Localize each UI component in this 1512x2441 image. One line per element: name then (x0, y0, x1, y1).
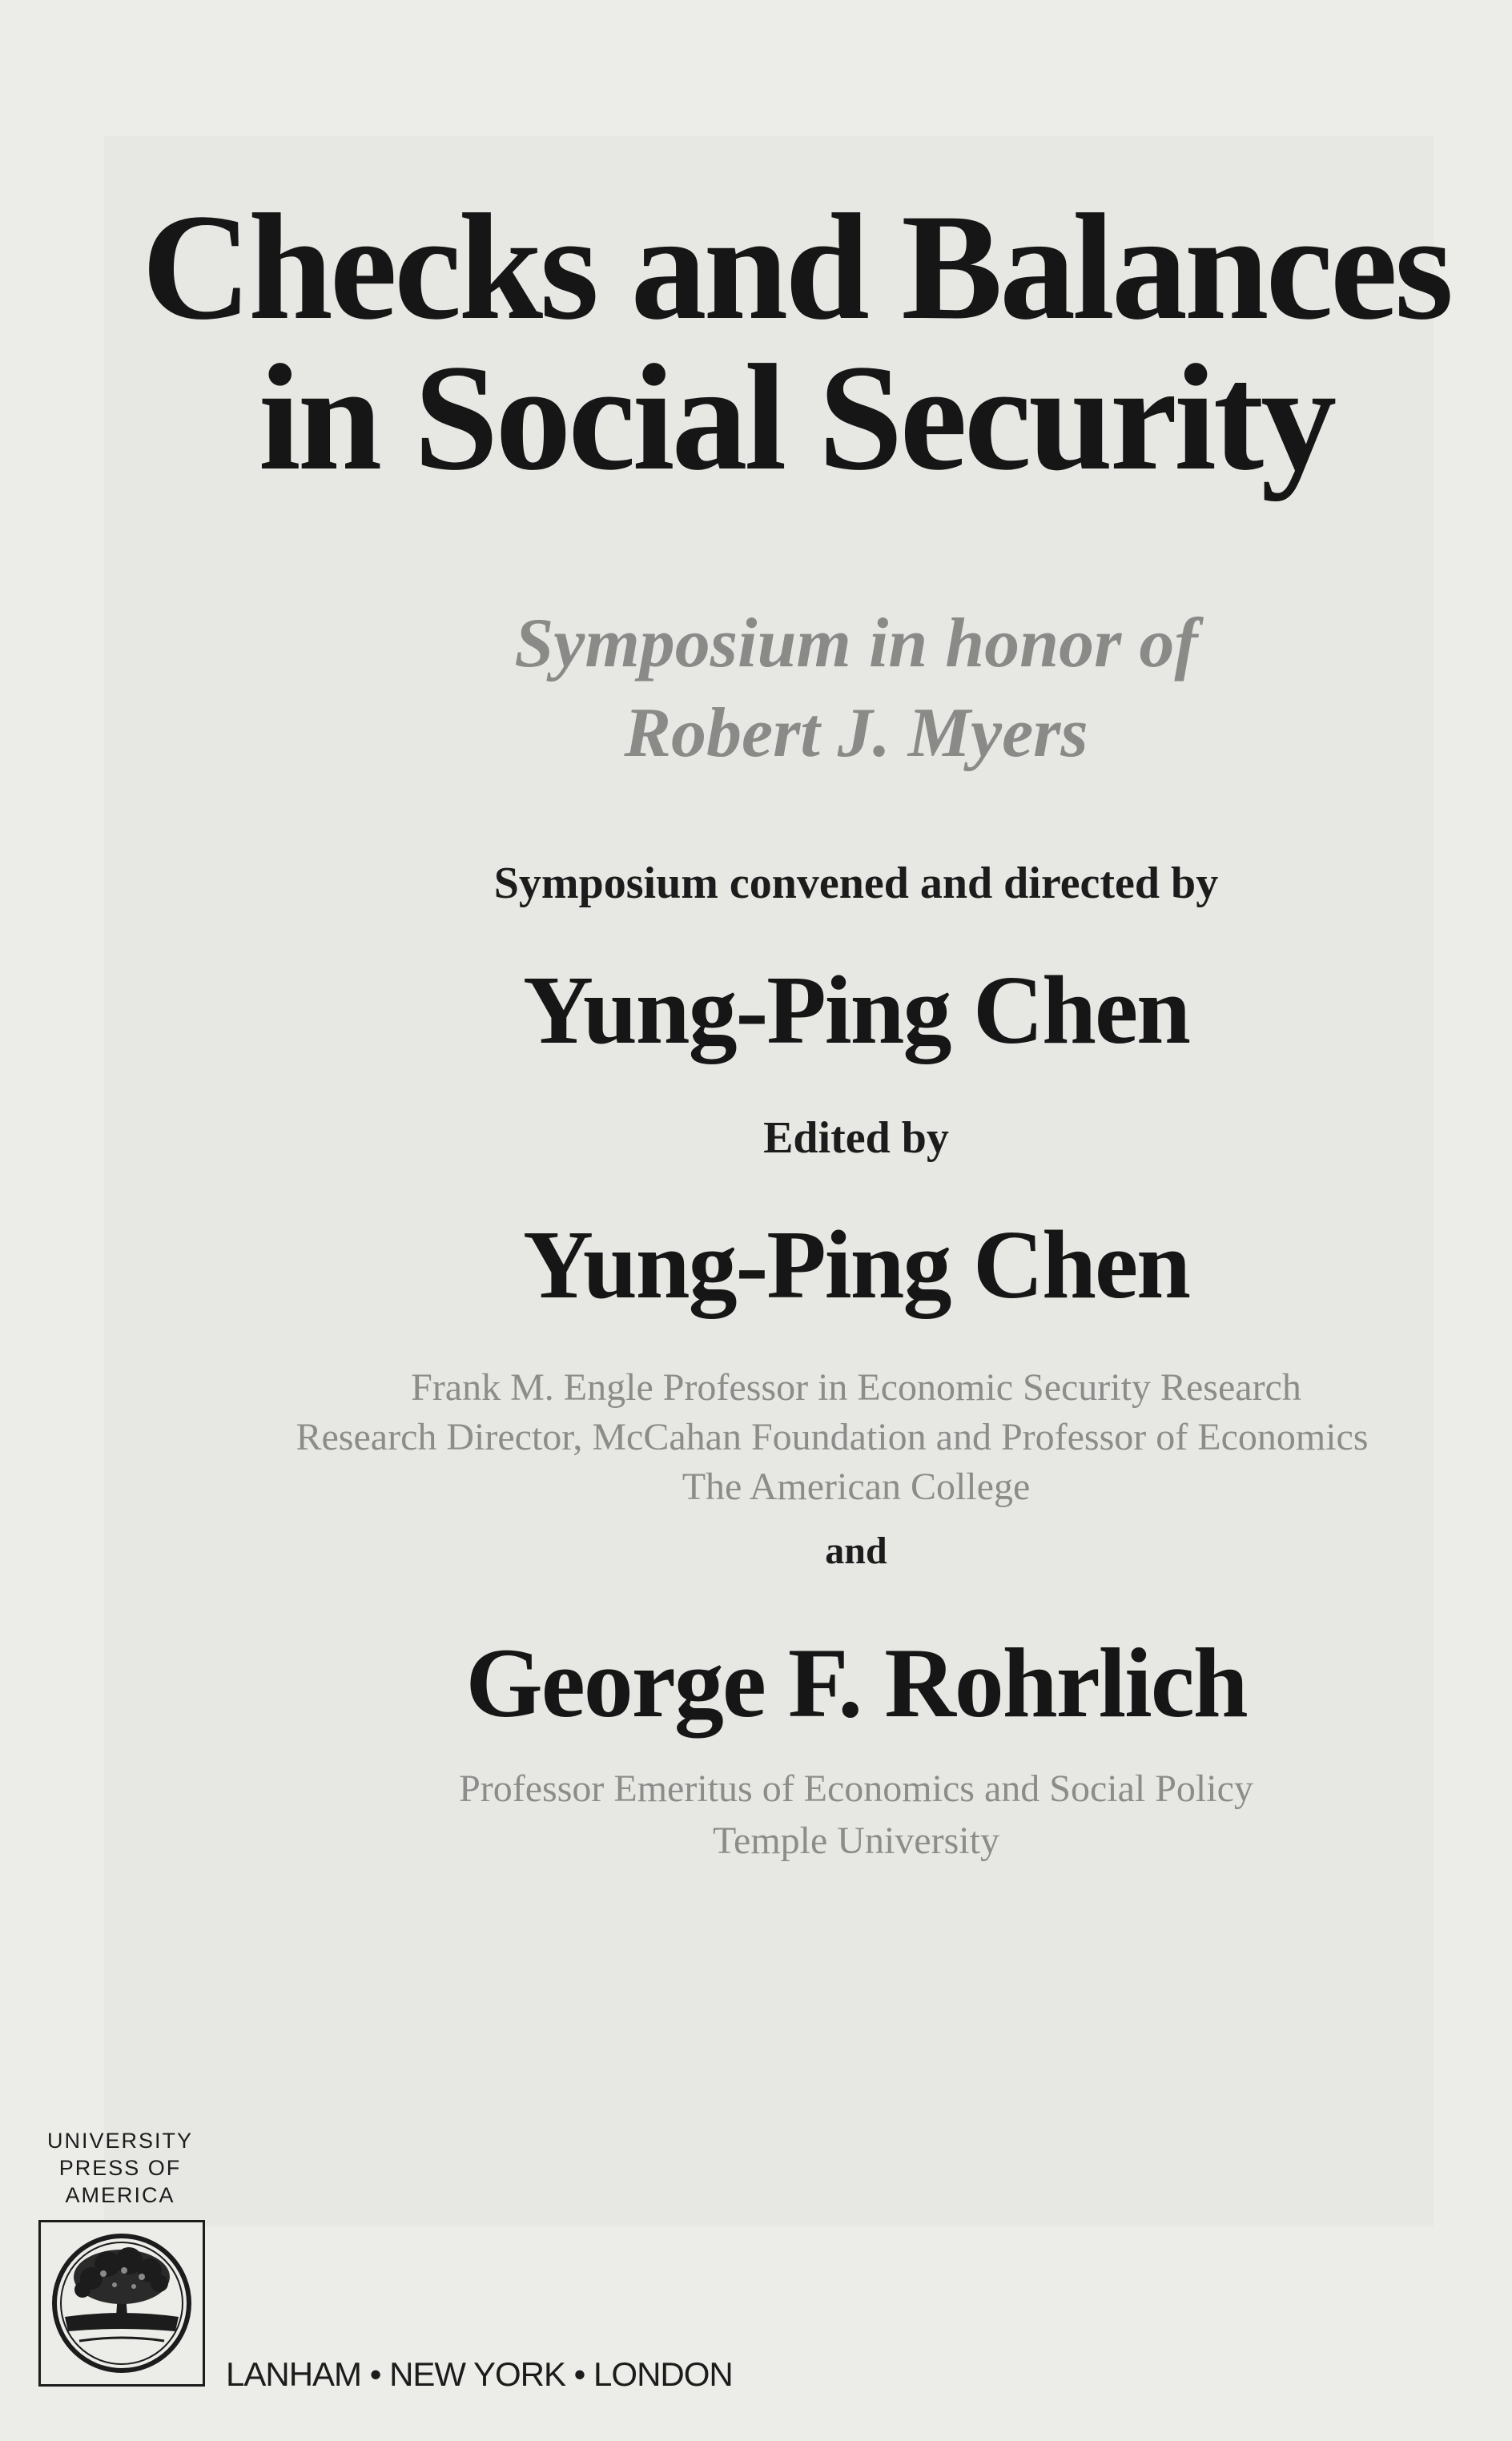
editor-1-affiliation-line: Frank M. Engle Professor in Economic Security Research (411, 1366, 1301, 1409)
publisher-logo (38, 2220, 205, 2387)
publisher-name-line: UNIVERSITY (46, 2129, 194, 2153)
editor-1-affiliation-line: The American College (682, 1466, 1031, 1508)
editor-2-name: George F. Rohrlich (465, 1628, 1247, 1738)
director-name: Yung-Ping Chen (523, 956, 1189, 1064)
and-label: and (825, 1530, 887, 1572)
book-title-line-1: Checks and Balances (141, 183, 1451, 352)
book-title-line-2: in Social Security (258, 334, 1334, 502)
publisher-name-line: AMERICA (65, 2183, 175, 2207)
publisher-name-line: PRESS OF (58, 2156, 182, 2180)
tree-seal-icon (47, 2229, 196, 2378)
editor-2-affiliation-line: Temple University (713, 1820, 999, 1862)
editor-1-name: Yung-Ping Chen (523, 1211, 1189, 1319)
edited-label: Edited by (763, 1113, 949, 1163)
subtitle-line-1: Symposium in honor of (514, 605, 1198, 682)
convened-label: Symposium convened and directed by (493, 859, 1219, 908)
subtitle-line-2: Robert J. Myers (624, 694, 1088, 772)
editor-2-affiliation-line: Professor Emeritus of Economics and Social Policy (459, 1767, 1253, 1810)
editor-1-affiliation-line: Research Director, McCahan Foundation and Professor of Economics (296, 1416, 1369, 1458)
book-title (40, 183, 1512, 502)
publisher-cities: LANHAM • NEW YORK • LONDON (226, 2355, 733, 2393)
book-subtitle (100, 599, 1512, 778)
